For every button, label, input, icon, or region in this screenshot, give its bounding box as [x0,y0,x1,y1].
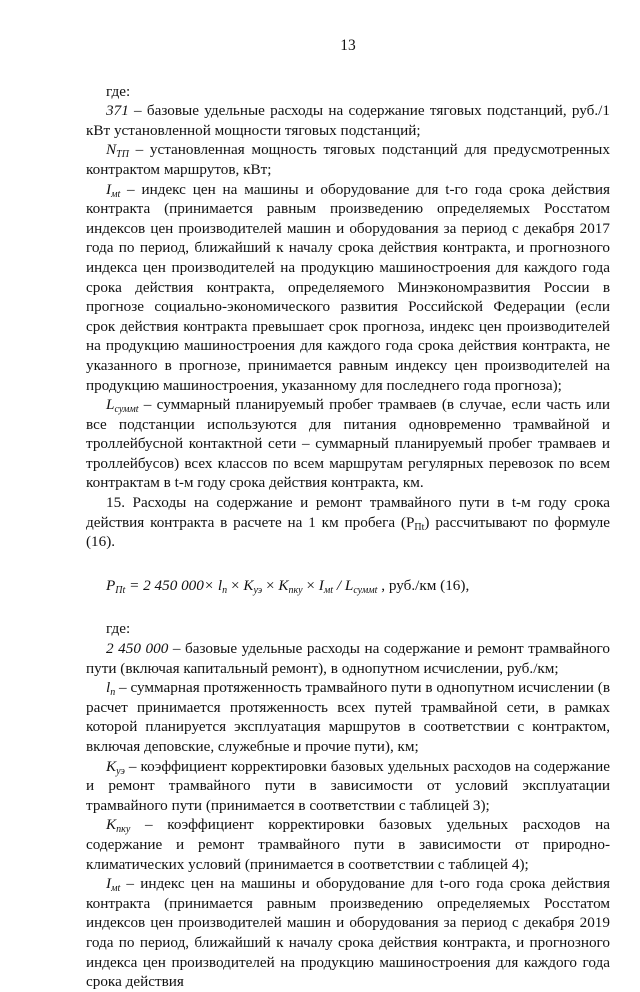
where-label-1: где: [106,82,131,100]
definition-text: – суммарный планируемый пробег трамваев (в случае, если часть или все подстанции используются для питания одновременно трамвайной и троллейбусной контактной сети – суммарный планируемый пробег трамваев и троллейбусов) всех классов по всем маршрутам регулярных перевозок по всем контрактам в t-м году срока действия контракта, км. [86,396,610,492]
symbol-subscript: суммt [114,404,139,416]
symbol: I [106,875,112,893]
definition-lsumm [86,395,610,493]
formula-times: × [227,576,244,594]
definition-imt-2 [86,874,610,992]
definition-text: – суммарная протяженность трамвайного пути в однопутном исчислении (в расчет принимается протяженность всех путей трамвайной сети, в рамках которой планируется эксплуатация маршрутов в соответствии с контрактом, включая деповские, служебные и прочие пути), км; [86,679,610,755]
formula-kue-sub: уэ [253,584,263,596]
symbol: l [106,679,111,697]
definition-text: – установленная мощность тяговых подстанций для предусмотренных контрактом маршрутов, кВт; [86,141,610,178]
symbol-subscript: уэ [116,765,125,777]
formula-lhs: P [106,576,116,594]
symbol-subscript: ТП [116,149,129,161]
formula-kpku: K [278,576,289,594]
definition-2450000 [86,639,610,678]
formula-imt-sub: мt [323,584,334,596]
symbol-subscript: п [110,687,116,699]
definition-text: – коэффициент корректировки базовых удельных расходов на содержание и ремонт трамвайного пути в зависимости от природно-климатических условий (принимается в соответствии с таблицей 4); [86,816,610,873]
symbol-subscript: пку [116,824,131,836]
symbol-subscript: мt [111,883,121,895]
section-text-end: ) рассчитывают по формуле (16). [86,513,610,551]
definition-text: – индекс цен на машины и оборудование для t-ого года срока действия контракта (принимается равным произведению определяемых Росстатом индексов цен производителей машин и оборудования за период с декабря 2019 года по период, ближайший к началу срока действия контракта, и прогнозного индекса цен производителей на продукцию машиностроения для каждого года срока действия [86,875,610,991]
formula-lsumm-sub: суммt [353,584,378,596]
formula-lsumm: L [344,576,354,594]
formula-constant: = 2 450 000× [125,576,218,594]
formula-lhs-sub: Пt [115,584,126,596]
definition-lp [86,678,610,756]
section-subscript: Пt [414,521,425,533]
definition-ntp [86,140,610,179]
formula-times: × [262,576,279,594]
formula-16 [86,576,610,596]
definition-kpku [86,815,610,874]
symbol: I [106,180,112,198]
definition-text: – индекс цен на машины и оборудование для t-го года срока действия контракта (принимается равным произведению определяемых Росстатом индексов цен производителей машин и оборудования за период с декабря 2017 года по период, ближайший к началу срока действия контракта, и прогнозного индекса цен производителей на продукцию машиностроения для каждого года срока действия контракта, определяемого Минэкономразвития России в прогнозе социально-экономического развития Российской Федерации (если срок действия контракта превышает срок прогноза, индекс цен производителей на продукцию машиностроения для каждого года срока действия контракта, не указанного в прогнозе, принимается равным индексу цен производителей на продукцию машиностроения, указанному для последнего года прогноза); [86,180,610,394]
page-number: 13 [340,37,356,54]
formula-times: × [302,576,319,594]
section-text: 15. Расходы на содержание и ремонт трамвайного пути в t-м году срока действия контракта в расчете на 1 км пробега (P [86,494,610,531]
symbol: L [106,396,115,414]
definition-text: – коэффициент корректировки базовых удельных расходов на содержание и ремонт трамвайного пути в зависимости от условий эксплуатации трамвайного пути (принимается в соответствии с таблицей 3); [86,757,610,814]
definition-371 [86,101,610,140]
symbol: K [106,757,117,775]
definition-imt [86,180,610,396]
formula-kue: K [243,576,254,594]
symbol: K [106,816,117,834]
where-label-2: где: [106,620,131,638]
definition-kue [86,757,610,816]
formula-unit: , руб./км [377,576,437,594]
definition-text: – базовые удельные расходы на содержание и ремонт трамвайного пути (включая капитальный ремонт), в однопутном исчислении, руб./км; [86,640,611,677]
formula-l-sub: п [222,584,228,596]
section-15 [86,493,610,552]
symbol: 371 [106,102,129,120]
symbol: N [106,141,117,159]
formula-divide: / [333,576,345,594]
definition-text: – базовые удельные расходы на содержание тяговых подстанций, руб./1 кВт установленной мощности тяговых подстанций; [86,102,610,139]
formula-l: l [217,576,223,594]
formula-imt: I [318,576,324,594]
symbol: 2 450 000 [106,640,169,658]
formula-kpku-sub: пку [288,584,303,596]
symbol-subscript: мt [111,188,121,200]
formula-number: (16), [436,576,470,594]
